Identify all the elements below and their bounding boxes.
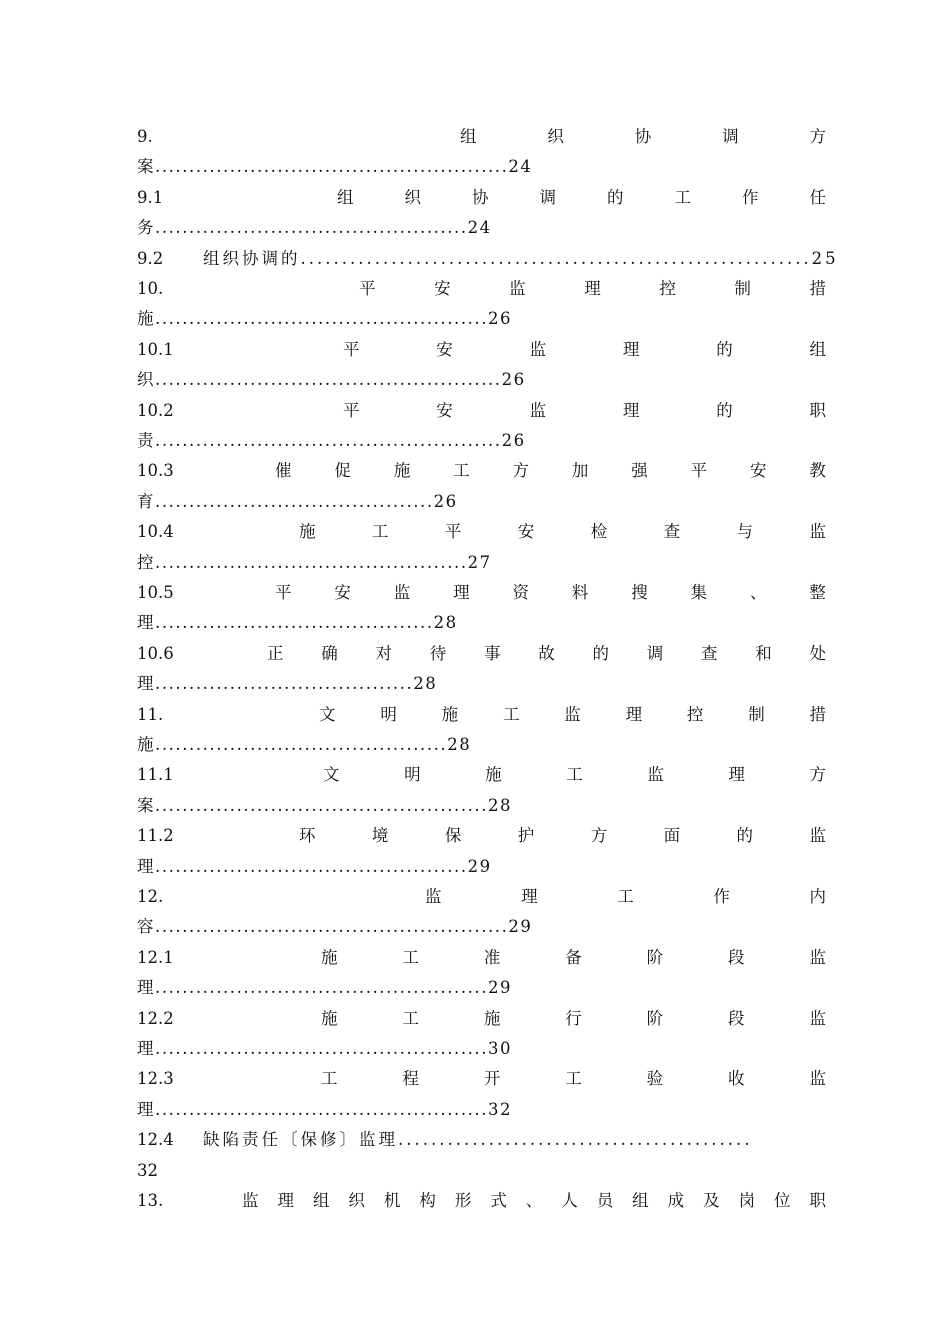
- title-char: 调: [722, 127, 739, 146]
- title-char: 职: [809, 1191, 826, 1210]
- title-char: 搜: [631, 583, 648, 602]
- toc-entry-leader: 织...................................................26: [137, 370, 526, 390]
- toc-entry: [137, 582, 826, 604]
- toc-entry-number: 12.1: [137, 947, 174, 967]
- title-char: 的: [716, 400, 733, 420]
- title-char: 行: [565, 1008, 582, 1028]
- toc-entry: [137, 339, 826, 361]
- title-char: 施: [441, 704, 459, 724]
- title-char: 文: [319, 704, 336, 724]
- toc-entry-number: 10.4: [137, 522, 174, 542]
- title-char: 职: [809, 400, 826, 420]
- title-char: 监: [529, 400, 547, 420]
- title-char: 内: [809, 887, 826, 906]
- title-char: 开: [483, 1069, 501, 1089]
- title-char: 教: [809, 461, 826, 481]
- title-char: 岗: [738, 1191, 756, 1210]
- title-char: 理: [625, 704, 643, 724]
- toc-entry-leader: 施...........................................28: [137, 735, 472, 754]
- toc-entry-number: 12.: [137, 887, 164, 906]
- toc-entry-number: 10.6: [137, 643, 174, 663]
- toc-entry: [137, 704, 826, 726]
- toc-entry-title: [323, 764, 826, 786]
- title-char: 安: [334, 583, 351, 602]
- title-char: 环: [299, 826, 316, 846]
- title-char: 明: [404, 765, 421, 785]
- toc-entry-number: 13.: [137, 1191, 164, 1210]
- toc-entry-leader: 理.................................................32: [137, 1099, 513, 1119]
- title-char: 保: [444, 826, 462, 846]
- title-char: 式: [490, 1191, 507, 1210]
- title-char: 监: [509, 279, 526, 298]
- toc-entry-leader: 容....................................................29: [137, 917, 533, 937]
- title-char: 工: [502, 704, 520, 724]
- toc-entry: [137, 1068, 826, 1090]
- title-char: 监: [809, 522, 826, 542]
- title-char: 强: [631, 461, 648, 481]
- title-char: 工: [565, 1069, 582, 1089]
- title-char: 织: [547, 127, 564, 146]
- title-char: 构: [419, 1191, 436, 1210]
- title-char: 方: [590, 826, 608, 846]
- toc-entry: [137, 947, 826, 969]
- title-char: 理: [584, 279, 601, 298]
- toc-entry-number: 11.1: [137, 765, 174, 785]
- title-char: 工: [321, 1069, 338, 1089]
- toc-entry-title: [343, 400, 826, 422]
- title-char: 工: [453, 461, 470, 481]
- toc-entry-number: 11.2: [137, 826, 174, 846]
- toc-entry-leader: 理.................................................29: [137, 978, 513, 998]
- title-char: 对: [375, 643, 392, 663]
- toc-entry: [137, 825, 826, 847]
- title-char: 制: [748, 704, 765, 724]
- title-char: 平: [444, 522, 462, 542]
- toc-entry: [137, 278, 826, 300]
- title-char: 施: [483, 1008, 501, 1028]
- title-char: 施: [393, 461, 411, 481]
- title-char: 监: [809, 826, 826, 846]
- title-char: 检: [590, 522, 608, 542]
- title-char: 织: [348, 1191, 365, 1210]
- title-char: 阶: [646, 947, 664, 967]
- title-char: 处: [809, 643, 826, 663]
- title-char: 工: [674, 187, 691, 207]
- toc-entry-title: [275, 582, 826, 604]
- toc-entry-leader: 理..............................................29: [137, 856, 492, 876]
- title-char: 工: [566, 765, 583, 785]
- toc-entry-leader: 案....................................................24: [137, 157, 533, 177]
- toc-entry-leader: 责...................................................26: [137, 431, 526, 450]
- toc-entry: [137, 643, 826, 665]
- title-char: 制: [734, 279, 751, 298]
- title-char: 平: [275, 583, 292, 602]
- toc-entry-title: [267, 643, 826, 665]
- title-char: 理: [622, 339, 640, 359]
- title-char: 备: [565, 947, 582, 967]
- toc-entry-title: [319, 704, 826, 726]
- toc-entry-leader: 施.................................................26: [137, 309, 513, 329]
- title-char: 施: [485, 765, 502, 785]
- toc-entry-title: [242, 1190, 826, 1212]
- toc-entry-title: [359, 278, 826, 300]
- title-char: 理: [277, 1191, 294, 1210]
- toc-entry-number: 10.2: [137, 400, 174, 420]
- toc-entry: [137, 886, 826, 908]
- toc-entry: [137, 400, 826, 422]
- title-char: 监: [242, 1191, 259, 1210]
- title-char: 、: [750, 583, 767, 602]
- title-char: 料: [571, 583, 589, 602]
- title-char: 调: [539, 187, 556, 207]
- title-char: 控: [659, 279, 676, 298]
- title-char: 理: [622, 400, 640, 420]
- toc-entry-number: 11.: [137, 704, 164, 724]
- toc-entry: [137, 521, 826, 543]
- title-char: 理: [728, 765, 745, 785]
- title-char: 查: [663, 522, 681, 542]
- title-char: 方: [809, 765, 826, 785]
- title-char: 验: [646, 1069, 664, 1089]
- title-char: 工: [402, 1008, 419, 1028]
- title-char: 监: [809, 947, 826, 967]
- toc-entry: [137, 248, 839, 270]
- toc-page-number: 32: [137, 1160, 158, 1180]
- title-char: 安: [436, 339, 453, 359]
- title-char: 加: [571, 461, 589, 481]
- title-char: 成: [667, 1191, 685, 1210]
- title-char: 监: [393, 583, 411, 602]
- title-char: 明: [380, 704, 397, 724]
- title-char: 的: [716, 339, 733, 359]
- toc-entry-leader: 理......................................28: [137, 674, 438, 694]
- toc-entry-leader: 理.................................................30: [137, 1039, 513, 1058]
- toc-entry-title: [425, 886, 826, 908]
- title-char: 人: [561, 1191, 578, 1210]
- title-char: 准: [483, 947, 501, 967]
- toc-entry-title: 组织协调的..............................................................25: [203, 248, 839, 268]
- title-char: 程: [402, 1069, 419, 1089]
- toc-entry-title: [343, 339, 826, 361]
- title-char: 工: [371, 522, 389, 542]
- title-char: 平: [343, 400, 360, 420]
- toc-entry: [137, 187, 826, 209]
- title-char: 组: [632, 1191, 649, 1210]
- title-char: 及: [703, 1191, 720, 1210]
- title-char: 安: [434, 279, 451, 298]
- toc-entry-leader: 育.........................................26: [137, 491, 458, 511]
- title-char: 调: [646, 643, 664, 663]
- toc-entry: [137, 1008, 826, 1030]
- toc-entry-number: 12.2: [137, 1008, 174, 1028]
- toc-entry-leader: 控..............................................27: [137, 552, 492, 572]
- title-char: 任: [809, 187, 826, 207]
- title-char: 组: [809, 339, 826, 359]
- toc-entry: [137, 764, 826, 786]
- toc-entry-number: 9.1: [137, 187, 164, 207]
- title-char: 阶: [646, 1008, 664, 1028]
- title-char: 段: [728, 1008, 745, 1028]
- toc-entry: [137, 1190, 826, 1212]
- title-char: 安: [517, 522, 535, 542]
- title-char: 资: [512, 583, 529, 602]
- title-char: 组: [460, 127, 477, 146]
- title-char: 查: [701, 643, 718, 663]
- toc-entry-title: [321, 947, 826, 969]
- title-char: 段: [728, 947, 745, 967]
- toc-entry: [137, 1129, 826, 1151]
- title-char: 和: [755, 643, 772, 663]
- title-char: 监: [647, 765, 664, 785]
- title-char: 确: [321, 643, 338, 663]
- title-char: 作: [713, 887, 730, 906]
- title-char: 监: [809, 1069, 826, 1089]
- title-char: 方: [512, 461, 529, 481]
- title-char: 监: [809, 1008, 826, 1028]
- title-char: 作: [742, 187, 759, 207]
- toc-entry-title: [275, 460, 826, 482]
- toc-entry-number: 12.3: [137, 1069, 174, 1089]
- title-char: 、: [525, 1191, 543, 1210]
- title-char: 工: [402, 947, 419, 967]
- toc-entry-title: [321, 1008, 826, 1030]
- toc-entry-title: [460, 126, 826, 148]
- toc-entry-number: 10.3: [137, 461, 174, 481]
- title-char: 整: [809, 583, 826, 602]
- title-char: 施: [299, 522, 316, 542]
- title-char: 控: [686, 704, 704, 724]
- title-char: 平: [690, 461, 708, 481]
- title-char: 平: [359, 279, 376, 298]
- title-char: 的: [607, 187, 624, 207]
- title-char: 理: [521, 887, 538, 906]
- title-char: 组: [337, 187, 354, 207]
- title-char: 正: [267, 643, 284, 663]
- title-char: 安: [750, 461, 767, 481]
- toc-entry-title: [321, 1068, 826, 1090]
- title-char: 员: [596, 1191, 614, 1210]
- title-char: 织: [404, 187, 421, 207]
- title-char: 安: [436, 400, 453, 420]
- title-char: 措: [809, 704, 826, 724]
- toc-entry-title: [299, 825, 826, 847]
- toc-entry-number: 10.5: [137, 583, 174, 602]
- toc-entry-title: 缺陷责任〔保修〕监理...........................................: [203, 1130, 753, 1150]
- title-char: 集: [690, 583, 708, 602]
- title-char: 的: [736, 826, 754, 846]
- title-char: 促: [334, 461, 351, 481]
- title-char: 事: [484, 643, 501, 663]
- title-char: 的: [592, 643, 609, 663]
- title-char: 平: [343, 339, 360, 359]
- title-char: 理: [453, 583, 470, 602]
- title-char: 措: [809, 279, 826, 298]
- title-char: 位: [774, 1191, 791, 1210]
- title-char: 机: [383, 1191, 401, 1210]
- title-char: 协: [634, 127, 652, 146]
- toc-entry-number: 10.: [137, 279, 164, 298]
- title-char: 文: [323, 765, 340, 785]
- toc-entry-number: 9.: [137, 127, 153, 146]
- title-char: 监: [529, 339, 547, 359]
- title-char: 与: [736, 522, 754, 542]
- title-char: 待: [429, 643, 447, 663]
- title-char: 面: [663, 826, 681, 846]
- toc-entry-number: 9.2: [137, 248, 164, 268]
- title-char: 工: [617, 887, 634, 906]
- title-char: 故: [538, 643, 555, 663]
- toc-entry-leader: 案.................................................28: [137, 795, 513, 815]
- title-char: 护: [517, 826, 535, 846]
- toc-entry: [137, 460, 826, 482]
- title-char: 收: [728, 1069, 745, 1089]
- title-char: 施: [321, 947, 338, 967]
- toc-entry-leader: 理.........................................28: [137, 613, 458, 633]
- toc-entry-title: [337, 187, 826, 209]
- title-char: 方: [809, 127, 826, 146]
- toc-entry: [137, 126, 826, 148]
- title-char: 境: [371, 826, 389, 846]
- toc-entry-title: [299, 521, 826, 543]
- title-char: 催: [275, 461, 292, 481]
- toc-entry-leader: 务..............................................24: [137, 218, 492, 238]
- toc-entry-number: 12.4: [137, 1130, 174, 1150]
- toc-entry-number: 10.1: [137, 339, 174, 359]
- title-char: 监: [564, 704, 581, 724]
- title-char: 监: [425, 887, 442, 906]
- title-char: 形: [454, 1191, 472, 1210]
- title-char: 施: [321, 1008, 338, 1028]
- title-char: 协: [472, 187, 489, 207]
- title-char: 组: [312, 1191, 330, 1210]
